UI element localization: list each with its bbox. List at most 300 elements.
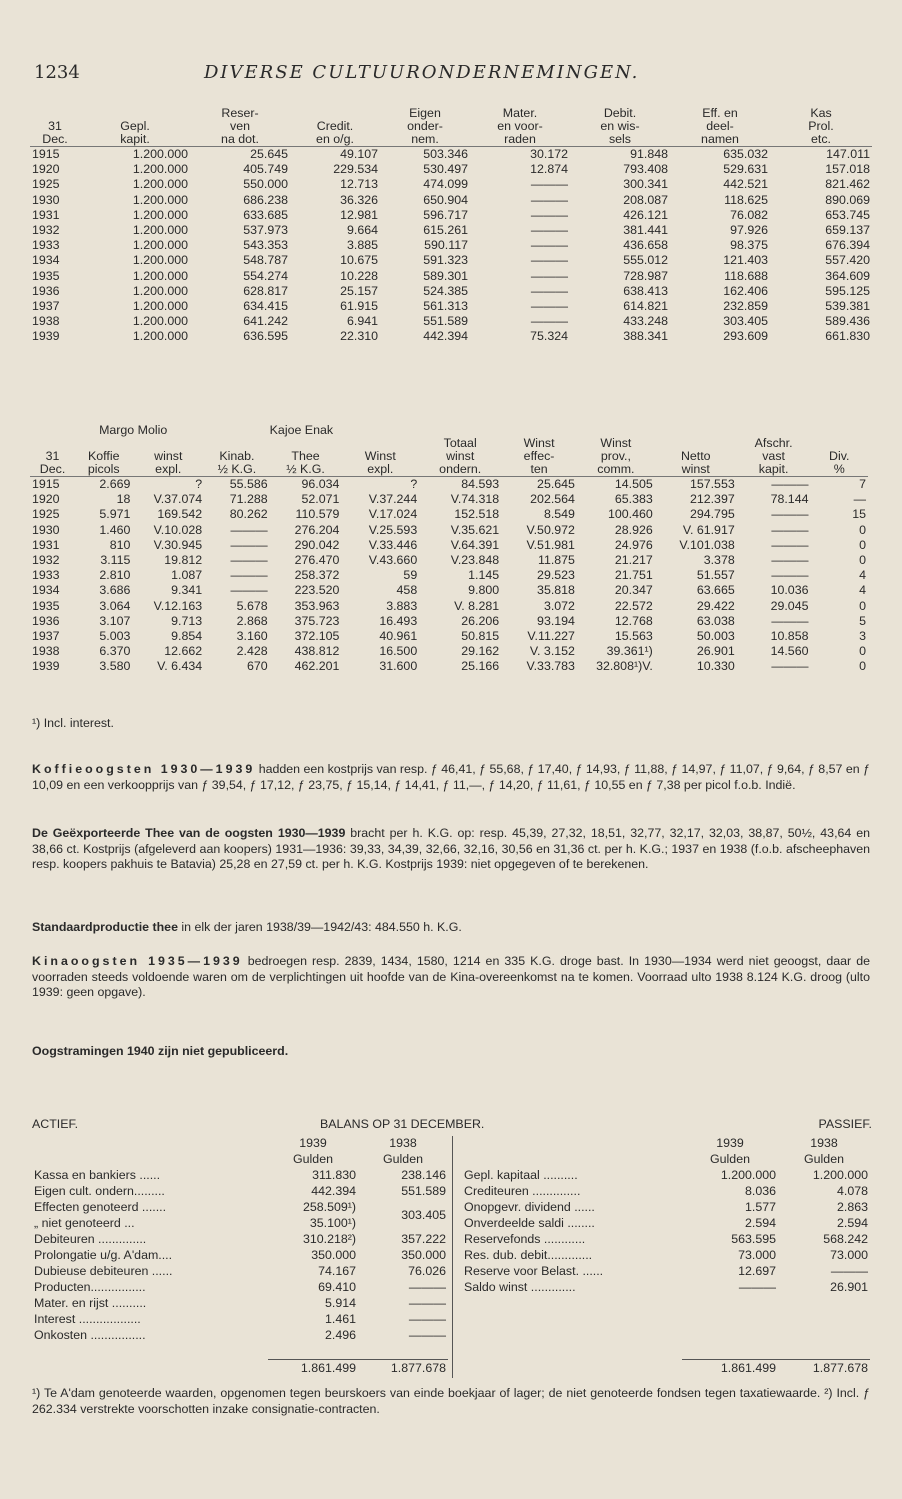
table-row (30, 599, 868, 614)
table-cell: 31.600 (379, 659, 418, 674)
table-cell: 3.580 (99, 659, 131, 674)
balance-row (32, 1199, 448, 1215)
balance-value: 2.863 (836, 1200, 868, 1214)
thee-lead: De Geëxporteerde Thee van de oogsten 1930—1939 (32, 826, 346, 840)
table-cell: 6.370 (99, 644, 131, 659)
table-cell: 3.064 (99, 598, 131, 613)
table-cell: 438.812 (294, 644, 340, 659)
table-cell: 208.087 (623, 192, 668, 207)
balance-label: Prolongatie u/g. A'dam.... (34, 1248, 173, 1262)
table-cell: 1939 (32, 329, 60, 344)
balance-value: 35.100¹) (309, 1216, 356, 1230)
balance-value: 442.394 (311, 1184, 356, 1198)
table-cell: 229.534 (333, 162, 378, 177)
balance-label: Saldo winst ............. (464, 1280, 576, 1294)
table-cell: 462.201 (294, 659, 340, 674)
balance-label: Res. dub. debit............. (464, 1248, 593, 1262)
table-cell: 1937 (32, 629, 60, 644)
passief-label: PASSIEF. (818, 1117, 872, 1131)
table-cell: 10.036 (770, 583, 809, 598)
table-cell: 628.817 (243, 283, 288, 298)
footnote-balance: ¹) Te A'dam genoteerde waarden, opgenomen tegen beurskoers van einde boekjaar of lager; de niet genoteerde fondsen tegen taxatiewaarde. ²) Incl. ƒ 262.334 verstrekte voorschotten inzake consignatie-contracten. (32, 1386, 870, 1416)
table-cell: 22.572 (614, 598, 653, 613)
table-cell: 2.810 (99, 568, 131, 583)
table-cell: 1915 (32, 477, 60, 491)
table-cell: ——— (771, 507, 809, 522)
table-cell: 16.493 (379, 613, 418, 628)
table-cell: 1.200.000 (132, 299, 188, 314)
table-cell: 1931 (32, 207, 60, 222)
table-cell: 21.751 (614, 568, 653, 583)
table-cell: 49.107 (340, 147, 378, 161)
balance-label: Gepl. kapitaal .......... (464, 1168, 578, 1182)
table-cell: 1.200.000 (132, 177, 188, 192)
balance-value: ——— (830, 1264, 868, 1278)
column-header: Winst expl. (341, 437, 419, 477)
table-cell: ? (195, 477, 203, 491)
table-cell: V. 61.917 (682, 522, 735, 537)
table-cell: ——— (230, 583, 268, 598)
table-row (30, 193, 872, 208)
balance-actief (32, 1135, 448, 1376)
table-cell: V. 8.281 (454, 598, 500, 613)
table-cell: 1920 (32, 492, 60, 507)
table-cell: 543.353 (243, 238, 288, 253)
group-header-margo: Margo Molio (99, 423, 168, 437)
table-cell: 589.436 (825, 314, 870, 329)
table-cell: ——— (530, 223, 568, 238)
balance-value: 551.589 (401, 1184, 446, 1198)
table-cell: 364.609 (825, 268, 870, 283)
table-cell: 1930 (32, 522, 60, 537)
table-cell: 458 (396, 583, 418, 598)
table-cell: ——— (230, 522, 268, 537)
table-cell: 8.549 (543, 507, 575, 522)
column-header: Afschr. vast kapit. (737, 437, 811, 477)
table-cell: 110.579 (295, 507, 340, 522)
balance-row (32, 1231, 448, 1247)
table-cell: 1.200.000 (132, 238, 188, 253)
table-row (30, 553, 868, 568)
table-cell: 1925 (32, 507, 60, 522)
table-cell: 76.082 (730, 207, 768, 222)
paragraph-kina (32, 954, 870, 1001)
table-cell: 276.470 (294, 553, 340, 568)
table-cell: 614.821 (623, 299, 668, 314)
table-cell: 1.200.000 (132, 147, 188, 161)
table-cell: 636.595 (243, 329, 288, 344)
table-cell: 293.609 (723, 329, 768, 344)
effecten-1938-value: 303.405 (401, 1208, 446, 1222)
table-cell: 121.403 (723, 253, 768, 268)
table-cell: 91.848 (630, 147, 668, 161)
table-cell: 641.242 (243, 314, 288, 329)
table-row (30, 177, 872, 192)
table-cell: 30.172 (530, 147, 568, 161)
oogst-lead: Oogstramingen 1940 zijn niet gepubliceerd. (32, 1044, 289, 1058)
table-cell: ——— (530, 177, 568, 192)
table-cell: 28.926 (614, 522, 653, 537)
passief-unit-1939: Gulden (710, 1152, 750, 1166)
table-cell: 223.520 (294, 583, 340, 598)
actief-unit-1939: Gulden (293, 1152, 333, 1166)
actief-total-1938: 1.877.678 (358, 1359, 448, 1376)
table-cell: 557.420 (825, 253, 870, 268)
table-cell: 1930 (32, 192, 60, 207)
balance-row (462, 1167, 870, 1183)
balance-title: BALANS OP 31 DECEMBER. (320, 1117, 485, 1131)
table-cell: 212.397 (689, 492, 735, 507)
table-cell: 635.032 (723, 147, 768, 161)
table-cell: 529.631 (723, 162, 768, 177)
table-cell: 0 (859, 522, 866, 537)
balance-row (462, 1279, 870, 1295)
table-cell: 537.973 (243, 223, 288, 238)
paragraph-standaard (32, 920, 870, 936)
table-cell: V.30.945 (153, 537, 203, 552)
table-cell: 670 (246, 659, 268, 674)
balance-label: Reserve voor Belast. ...... (464, 1264, 604, 1278)
table-cell: V.23.848 (450, 553, 500, 568)
table-cell: 12.713 (340, 177, 378, 192)
actief-year-1938: 1938 (389, 1136, 417, 1150)
table-cell: ——— (530, 283, 568, 298)
table-cell: ——— (771, 553, 809, 568)
table-cell: 12.662 (164, 644, 203, 659)
passief-total-1938: 1.877.678 (778, 1359, 870, 1376)
balance-value: ——— (738, 1280, 776, 1294)
table-row (30, 329, 872, 344)
table-row (30, 507, 868, 522)
table-cell: 5.003 (99, 629, 131, 644)
table-cell: 52.071 (301, 492, 340, 507)
table-cell: 258.372 (294, 568, 340, 583)
table-cell: V.35.621 (450, 522, 500, 537)
thee-text: bracht per h. K.G. op: resp. 45,39, 27,32, 18,51, 32,77, 32,17, 32,03, 38,87, 50½, 43,64 en 38,66 ct. Kostprijs (afgeleverd aan koopers) 1931—1936: 39,33, 34,39, 32,66, 32,16, 30,56 en 31,36 ct. per h. K.G.; 1937 en 1938 (f.o.b. afscheephaven resp. koopers pakhuis te Batavia) 25,28 en 27,59 ct. per h. K.G. Kostprijs 1939: niet opgegeven of te berekenen. (32, 826, 871, 872)
table-cell: 29.162 (461, 644, 500, 659)
table-row (30, 492, 868, 507)
table-cell: 5.971 (99, 507, 131, 522)
table-cell: ——— (230, 553, 268, 568)
table-row (30, 208, 872, 223)
table-cell: 0 (859, 644, 866, 659)
passief-year-1939: 1939 (716, 1136, 744, 1150)
table-cell: ——— (530, 299, 568, 314)
table-cell: V.12.163 (153, 598, 203, 613)
kina-lead: Kinaoogsten 1935—1939 (32, 954, 243, 968)
table-cell: 442.521 (723, 177, 768, 192)
table-row (30, 299, 872, 314)
table-cell: 686.238 (243, 192, 288, 207)
table-cell: 550.000 (243, 177, 288, 192)
table-cell: ? (410, 477, 418, 491)
table-cell: 1932 (32, 553, 60, 568)
table-cell: 2.868 (236, 613, 268, 628)
table-cell: 20.347 (614, 583, 653, 598)
table-cell: 0 (859, 598, 866, 613)
group-header-kajoe: Kajoe Enak (269, 423, 334, 437)
balance-label: Onverdeelde saldi ........ (464, 1216, 595, 1230)
column-header: Eigen onder- nem. (380, 107, 470, 147)
table-row (30, 568, 868, 583)
balance-label: Kassa en bankiers ...... (34, 1168, 161, 1182)
table-cell: 1.200.000 (132, 207, 188, 222)
balance-label: Mater. en rijst .......... (34, 1296, 147, 1310)
table-cell: 157.018 (825, 162, 870, 177)
table-cell: 2.669 (99, 477, 131, 491)
balance-value: 2.594 (744, 1216, 776, 1230)
table-cell: 638.413 (623, 283, 668, 298)
table-cell: 14.505 (614, 477, 653, 491)
table-cell: 3.107 (99, 613, 131, 628)
table-cell: 1934 (32, 253, 60, 268)
table-cell: 1936 (32, 613, 60, 628)
table-cell: 3 (859, 629, 866, 644)
table-row (30, 223, 872, 238)
balance-value: 568.242 (823, 1232, 868, 1246)
table-cell: 589.301 (423, 268, 468, 283)
table-cell: V. 3.152 (529, 644, 575, 659)
table-cell: 29.422 (696, 598, 735, 613)
balance-label: Onopgevr. dividend ...... (464, 1200, 595, 1214)
table-cell: 4 (859, 583, 866, 598)
balance-row (32, 1279, 448, 1295)
column-header: Koffie picols (75, 437, 132, 477)
table-cell: 98.375 (730, 238, 768, 253)
table-cell: 793.408 (623, 162, 668, 177)
balance-value: 5.914 (324, 1296, 356, 1310)
table-cell: 1.200.000 (132, 268, 188, 283)
balance-row (32, 1263, 448, 1279)
balance-value: 238.146 (401, 1168, 446, 1182)
actief-year-1939: 1939 (299, 1136, 327, 1150)
table-cell: 303.405 (723, 314, 768, 329)
table-cell: 96.034 (301, 477, 340, 491)
table-cell: V.51.981 (526, 537, 575, 552)
balance-value: ——— (408, 1328, 446, 1342)
table-cell: 3.378 (703, 553, 735, 568)
table-cell: ——— (771, 659, 809, 674)
balance-value: 73.000 (830, 1248, 868, 1262)
table-row (30, 477, 868, 493)
table-cell: 16.500 (379, 644, 418, 659)
table-cell: 80.262 (229, 507, 268, 522)
table-cell: ——— (771, 613, 809, 628)
table-cell: V.11.227 (527, 629, 575, 644)
balance-passief (462, 1135, 870, 1376)
table-cell: ——— (530, 268, 568, 283)
table-cell: 15 (852, 507, 866, 522)
table-cell: 232.859 (723, 299, 768, 314)
table-cell: 1.200.000 (132, 162, 188, 177)
table-cell: V.50.972 (526, 522, 575, 537)
balance-label: Reservefonds ............ (464, 1232, 586, 1246)
balance-value: 2.594 (836, 1216, 868, 1230)
balance-label: Dubieuse debiteuren ...... (34, 1264, 173, 1278)
table-cell: 300.341 (623, 177, 668, 192)
table-row (30, 238, 872, 253)
column-header: Debit. en wis- sels (570, 107, 670, 147)
table-cell: 9.713 (171, 613, 203, 628)
column-header: Mater. en voor- raden (470, 107, 570, 147)
passief-unit-1938: Gulden (804, 1152, 844, 1166)
table-cell: 10.228 (340, 268, 378, 283)
table-cell: 1915 (32, 147, 60, 161)
balance-value: 8.036 (744, 1184, 776, 1198)
table-cell: ——— (230, 568, 268, 583)
table-cell: 5.678 (236, 598, 268, 613)
table-cell: 561.313 (423, 299, 468, 314)
table-cell: 18 (116, 492, 131, 507)
table-row (30, 644, 868, 659)
table-cell: V.17.024 (368, 507, 418, 522)
balance-label: „ niet genoteerd ... (34, 1216, 135, 1230)
table-cell: V.101.038 (679, 537, 735, 552)
column-header: Eff. en deel- namen (670, 107, 770, 147)
column-header: Reser- ven na dot. (190, 107, 290, 147)
passief-total-1939: 1.861.499 (682, 1359, 778, 1376)
table-cell: 530.497 (423, 162, 468, 177)
table-row (30, 284, 872, 299)
table-cell: 4 (859, 568, 866, 583)
table-cell: 78.144 (770, 492, 809, 507)
balance-row (32, 1327, 448, 1343)
table-cell: 84.593 (461, 477, 500, 491)
table-cell: ——— (530, 192, 568, 207)
balance-value: 73.000 (738, 1248, 776, 1262)
table-cell: 1936 (32, 283, 60, 298)
table-cell: 591.323 (423, 253, 468, 268)
table-cell: 353.963 (294, 598, 340, 613)
table-row (30, 314, 872, 329)
paragraph-koffie (32, 762, 870, 793)
table-cell: 1.200.000 (132, 223, 188, 238)
balance-row (462, 1263, 870, 1279)
table-cell: 1.087 (171, 568, 203, 583)
table-cell: 26.901 (696, 644, 735, 659)
table-cell: 1.200.000 (132, 192, 188, 207)
table-cell: V.10.028 (153, 522, 203, 537)
table-cell: 100.460 (608, 507, 653, 522)
table-cell: 548.787 (243, 253, 288, 268)
table-cell: 375.723 (294, 613, 340, 628)
table-cell: 169.542 (157, 507, 203, 522)
table-cell: 63.665 (696, 583, 735, 598)
table-row (30, 538, 868, 553)
balance-value: ——— (408, 1280, 446, 1294)
table-cell: 5 (859, 613, 866, 628)
table-cell: 21.217 (614, 553, 653, 568)
table-cell: 9.664 (346, 223, 378, 238)
table-cell: 890.069 (825, 192, 870, 207)
table-cell: 35.818 (537, 583, 575, 598)
balance-value: 310.218²) (302, 1232, 356, 1246)
profit-history-table (30, 424, 868, 675)
table-cell: 63.038 (696, 613, 735, 628)
table-cell: 661.830 (825, 329, 870, 344)
table-cell: 503.346 (423, 147, 468, 161)
column-header: Thee ½ K.G. (270, 437, 342, 477)
table-cell: 118.688 (724, 268, 768, 283)
table-row (30, 162, 872, 177)
balance-row (462, 1247, 870, 1263)
table-cell: ——— (771, 537, 809, 552)
table-row (30, 147, 872, 163)
table-cell: 36.326 (340, 192, 378, 207)
table-cell: 1938 (32, 314, 60, 329)
table-cell: 433.248 (623, 314, 668, 329)
column-header: winst expl. (132, 437, 204, 477)
table-cell: 551.589 (423, 314, 468, 329)
table-cell: 810 (109, 537, 131, 552)
table-cell: 634.415 (243, 299, 288, 314)
table-cell: ——— (530, 314, 568, 329)
table-cell: 1.200.000 (132, 329, 188, 344)
balance-header (32, 1117, 872, 1133)
balance-value: 350.000 (401, 1248, 446, 1262)
table-cell: 372.105 (294, 629, 340, 644)
column-header: 31 Dec. (30, 437, 75, 477)
balance-value: 69.410 (318, 1280, 356, 1294)
balance-value: 311.830 (312, 1168, 356, 1182)
balance-label: Producten................ (34, 1280, 146, 1294)
table-cell: 1931 (32, 537, 60, 552)
table-cell: 19.812 (164, 553, 203, 568)
table-cell: 12.768 (614, 613, 653, 628)
page-title: DIVERSE CULTUURONDERNEMINGEN. (204, 62, 640, 83)
table-cell: ——— (771, 477, 809, 491)
table-cell: V.64.391 (450, 537, 500, 552)
balance-label: Onkosten ................ (34, 1328, 146, 1342)
balance-label: Interest .................. (34, 1312, 141, 1326)
table-cell: 633.685 (243, 207, 288, 222)
balance-value: ——— (408, 1312, 446, 1326)
table-cell: 555.012 (623, 253, 668, 268)
balance-label: Crediteuren .............. (464, 1184, 581, 1198)
table-cell: 10.330 (696, 659, 735, 674)
table-cell: 22.310 (340, 329, 378, 344)
footnote-interest: ¹) Incl. interest. (32, 716, 114, 730)
table-cell: 442.394 (423, 329, 468, 344)
table-cell: 39.361¹) (606, 644, 653, 659)
table-cell: 9.341 (171, 583, 203, 598)
column-header: Winst prov., comm. (577, 437, 655, 477)
table-cell: 426.121 (623, 207, 668, 222)
table-cell: 659.137 (825, 223, 870, 238)
balance-divider (452, 1136, 453, 1378)
table-cell: 3.883 (386, 598, 418, 613)
table-cell: V.37.074 (153, 492, 203, 507)
table-cell: 539.381 (825, 299, 870, 314)
table-cell: 61.915 (340, 299, 378, 314)
table-cell: 162.406 (723, 283, 768, 298)
balance-value: ——— (408, 1296, 446, 1310)
table-row (30, 614, 868, 629)
table-cell: 290.042 (294, 537, 340, 552)
table-cell: 381.441 (623, 223, 668, 238)
column-header: Kinab. ½ K.G. (204, 437, 270, 477)
table-cell: 25.157 (340, 283, 378, 298)
balance-row (32, 1183, 448, 1199)
table-cell: 118.625 (724, 192, 768, 207)
table-cell: 1.200.000 (132, 314, 188, 329)
balance-value: 258.509¹) (302, 1200, 356, 1214)
koffie-lead: Koffieoogsten 1930—1939 (32, 762, 256, 776)
table-row (30, 583, 868, 598)
table-cell: 25.645 (250, 147, 288, 161)
table-cell: 0 (859, 537, 866, 552)
balance-value: 563.595 (731, 1232, 776, 1246)
